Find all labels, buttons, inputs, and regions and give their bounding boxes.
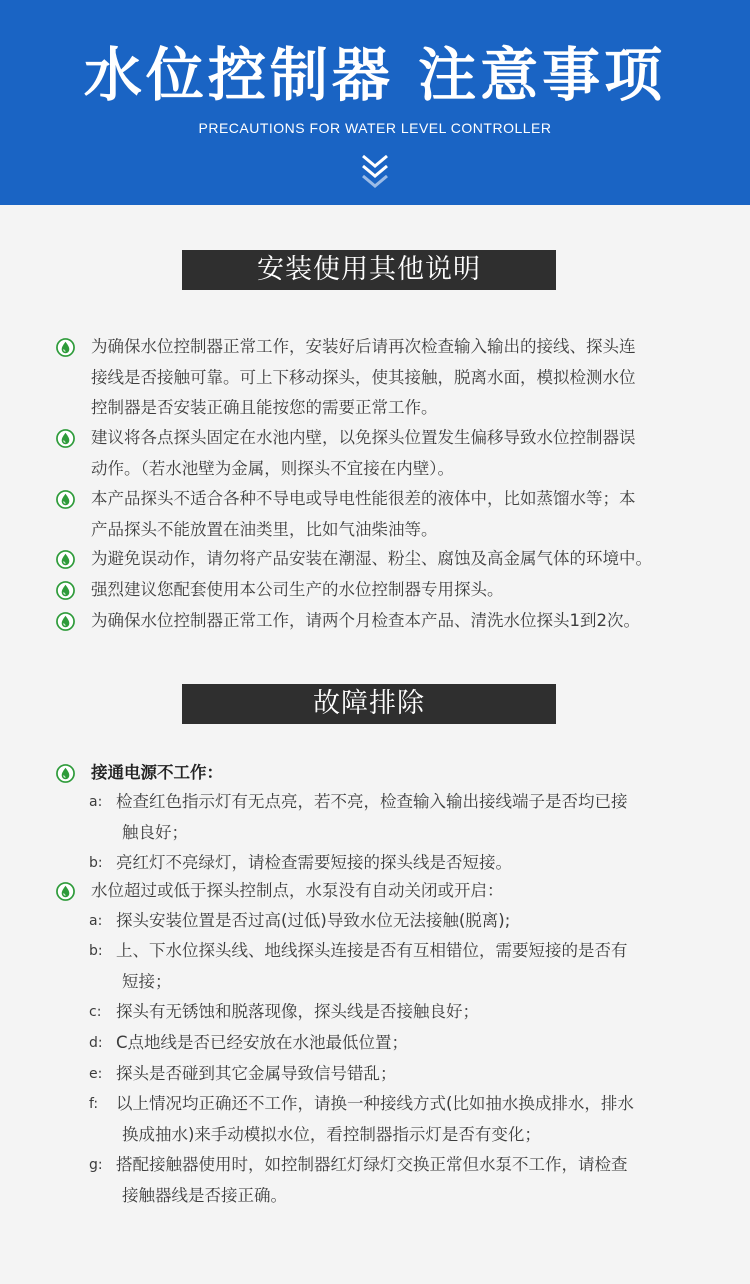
text-line: 换成抽水)来手动模拟水位，看控制器指示灯是否有变化； [122,1124,541,1144]
text-line: 控制器是否安装正确且能按您的需要正常工作。 [91,398,438,417]
sub-item-label: d: [89,1035,103,1051]
sub-item-label: c: [89,1004,102,1020]
text-line: 产品探头不能放置在油类里，比如气油柴油等。 [91,519,438,539]
page-title: 水位控制器 注意事项 [83,41,667,109]
section-heading-installation: 安装使用其他说明 [182,250,556,290]
water-drop-icon [56,429,75,448]
header-banner [0,0,750,205]
text-line: 本产品探头不适合各种不导电或导电性能很差的液体中，比如蒸馏水等；本 [91,489,636,508]
text-line: 强烈建议您配套使用本公司生产的水位控制器专用探头。 [91,580,504,599]
text-line: 为确保水位控制器正常工作，请两个月检查本产品、清洗水位探头1到2次。 [91,611,640,630]
text-line: C点地线是否已经安放在水池最低位置； [116,1033,409,1052]
text-line: 动作。（若水池壁为金属，则探头不宜接在内壁）。 [91,458,454,478]
double-chevron-down-icon [359,152,391,192]
text-line: 亮红灯不亮绿灯，请检查需要短接的探头线是否短接。 [116,853,512,872]
water-drop-icon [56,612,75,631]
sub-item-label: e: [89,1066,103,1082]
text-line: 探头安装位置是否过高(过低)导致水位无法接触(脱离); [116,911,511,930]
text-line: 水位超过或低于探头控制点，水泵没有自动关闭或开启： [91,881,504,900]
section-heading-troubleshooting: 故障排除 [182,684,556,724]
water-drop-icon [56,490,75,509]
text-line: 探头是否碰到其它金属导致信号错乱； [116,1064,397,1083]
sub-item-label: g: [89,1157,103,1173]
text-line: 探头有无锈蚀和脱落现像，探头线是否接触良好； [116,1002,479,1021]
text-line: 检查红色指示灯有无点亮，若不亮，检查输入输出接线端子是否均已接 [116,792,628,811]
text-line: 建议将各点探头固定在水池内壁，以免探头位置发生偏移导致水位控制器误 [91,428,636,447]
sub-item-label: b: [89,943,103,959]
water-drop-icon [56,338,75,357]
sub-item-label: a: [89,913,103,929]
text-line: 搭配接触器使用时，如控制器红灯绿灯交换正常但水泵不工作，请检查 [116,1155,628,1174]
text-line: 短接； [122,971,172,991]
sub-item-label: f: [89,1096,99,1112]
text-line: 以上情况均正确还不工作，请换一种接线方式(比如抽水换成排水，排水 [116,1094,634,1113]
text-line: 上、下水位探头线、地线探头连接是否有互相错位，需要短接的是否有 [116,941,628,960]
text-line: 接触器线是否接正确。 [122,1185,287,1205]
sub-item-label: b: [89,855,103,871]
text-line: 为避免误动作，请勿将产品安装在潮湿、粉尘、腐蚀及高金属气体的环境中。 [91,549,652,568]
text-line: 触良好； [122,822,188,842]
text-line: 接线是否接触可靠。可上下移动探头，使其接触，脱离水面，模拟检测水位 [91,367,636,387]
water-drop-icon [56,581,75,600]
page-subtitle: PRECAUTIONS FOR WATER LEVEL CONTROLLER [198,120,552,136]
water-drop-icon [56,550,75,569]
water-drop-icon [56,764,75,783]
text-line: 接通电源不工作： [91,763,223,782]
sub-item-label: a: [89,794,103,810]
text-line: 为确保水位控制器正常工作，安装好后请再次检查输入输出的接线、探头连 [91,337,636,356]
water-drop-icon [56,882,75,901]
